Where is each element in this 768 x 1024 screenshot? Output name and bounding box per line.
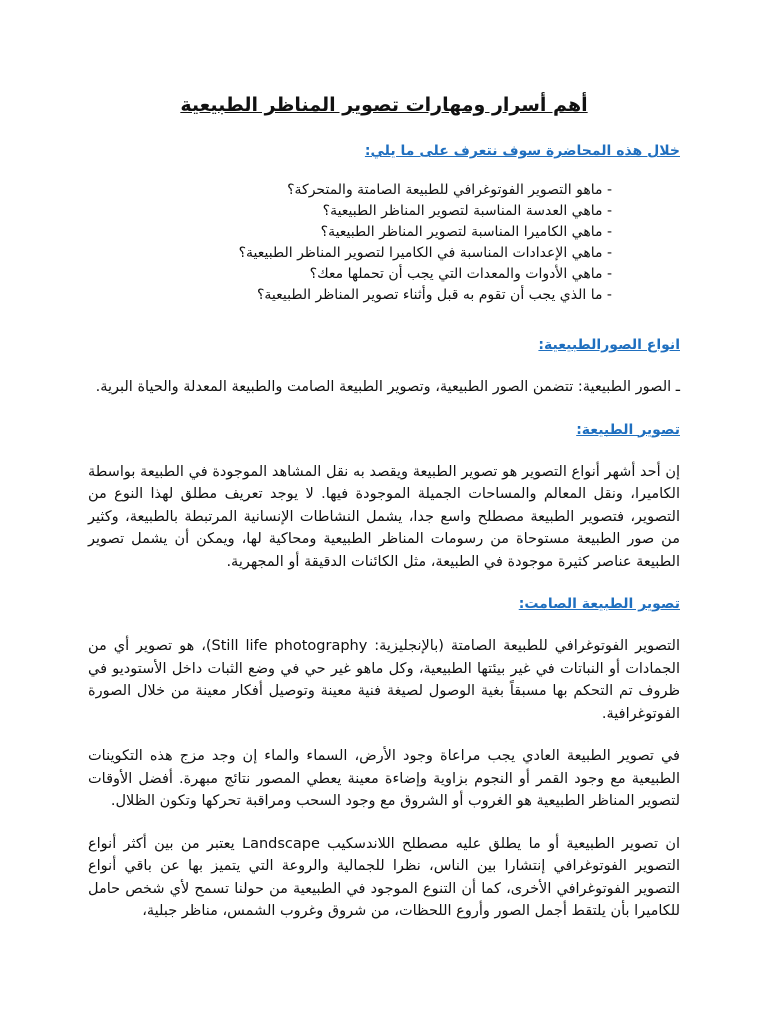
intro-heading: خلال هذه المحاضرة سوف نتعرف على ما يلي: [364, 143, 680, 159]
list-item: - ماهي الكاميرا المناسبة لتصوير المناظر الطبيعية؟ [320, 224, 612, 240]
still-heading: تصوير الطبيعة الصامت: [518, 596, 680, 612]
still-text-after: )، هو تصوير أي من الجمادات أو النباتات في غير بيئتها الطبيعية، وكل ماهو غير حي في وضع الثبات داخل الأستوديو في ظروف تم التحكم بها مسبقاً بغية الوصول لصيغة فنية معينة وتوصيل أفكار معينة من خلال الصورة الفوتوغرافية. [88, 638, 680, 722]
sky-paragraph: في تصوير الطبيعة العادي يجب مراعاة وجود الأرض، السماء والماء إن وجد مزج هذه التكوينات الطبيعية مع وجود القمر أو النجوم بزاوية وإضاءة معينة يعطي المصور نتائج مبهرة. أفضل الأوقات لتصوير المناظر الطبيعية هو الغروب أو الشروق مع وجود السحب ومراقبة تحركها وتكون الظلال. [88, 748, 680, 809]
types-heading: انواع الصورالطبيعية: [538, 337, 680, 353]
document-title: أهم أسرار ومهارات تصوير المناظر الطبيعية [180, 94, 588, 116]
list-item: - ماهي العدسة المناسبة لتصوير المناظر الطبيعية؟ [322, 203, 612, 219]
landscape-text-before: ان تصوير الطبيعية أو ما يطلق عليه مصطلح اللاندسكيب [319, 835, 681, 852]
landscape-paragraph [88, 833, 680, 923]
still-text-latin: Still life photography [211, 638, 368, 654]
landscape-text-after: يعتبر من بين أكثر أنواع التصوير الفوتوغرافي إنتشارا بين الناس، نظرا للجمالية والروعة التي يتميز بها عن باقي أنواع التصوير الفوتوغرافي الأخرى، كما أن التنوع الموجود في الطبيعية من حولنا تسمح لأي شخص حامل للكاميرا بأن يلتقط أجمل الصور وأروع اللحظات، من شروق وغروب الشمس، مناظر جبلية، [88, 835, 680, 919]
list-item: - ما الذي يجب أن تقوم به قبل وأثناء تصوير المناظر الطبيعية؟ [256, 287, 612, 303]
landscape-text-latin: Landscape [241, 835, 320, 852]
nature-paragraph: إن أحد أشهر أنواع التصوير هو تصوير الطبيعة ويقصد به نقل المشاهد الموجودة في الطبيعة بواسطة الكاميرا، ونقل المعالم والمساحات الجميلة الموجودة فيها. لا يوجد تعريف مطلق لهذا النوع من التصوير، فتصوير الطبيعة مصطلح واسع جدا، يشمل النشاطات الإنسانية المرتبطة بالطبيعة، وكثير من صور الطبيعة مستوحاة من رسومات المناظر الطبيعية ومحاكية لها، ويمكن أن يشمل تصوير الطبيعة عناصر كثيرة موجودة في الطبيعة، مثل الكائنات الدقيقة أو المجهرية. [88, 463, 680, 570]
still-paragraph [88, 635, 680, 725]
still-text-before: التصوير الفوتوغرافي للطبيعة الصامتة (بالإنجليزية: [367, 638, 680, 654]
list-item: - ماهي الإعدادات المناسبة في الكاميرا لتصوير المناظر الطبيعية؟ [238, 245, 612, 261]
list-item: - ماهي الأدوات والمعدات التي يجب أن تحملها معك؟ [309, 266, 612, 282]
types-paragraph: ـ الصور الطبيعية: تتضمن الصور الطبيعية، وتصوير الطبيعة الصامت والطبيعة المعدلة والحياة البرية. [95, 379, 680, 395]
intro-list [88, 180, 680, 306]
nature-heading: تصوير الطبيعة: [576, 421, 680, 438]
list-item: - ماهو التصوير الفوتوغرافي للطبيعة الصامتة والمتحركة؟ [287, 182, 612, 198]
